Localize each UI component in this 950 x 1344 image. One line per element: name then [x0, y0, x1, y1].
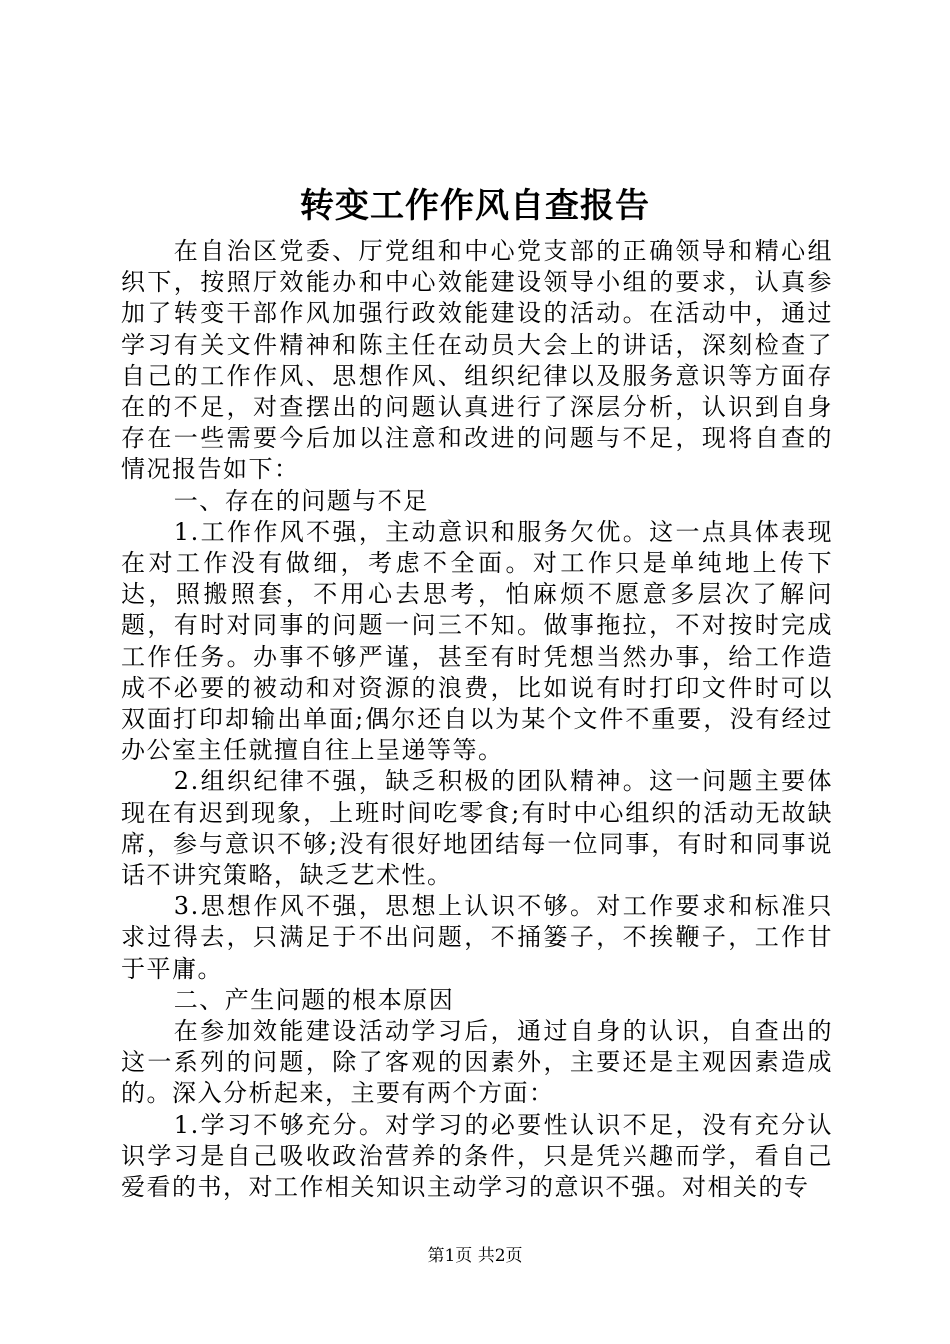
document-title: 转变工作作风自查报告: [300, 186, 650, 226]
section-heading-problems: 一、存在的问题与不足: [173, 486, 429, 515]
paragraph-intro: 在自治区党委、厅党组和中心党支部的正确领导和精心组织下，按照厅效能办和中心效能建设领导小组的要求，认真参加了转变干部作风加强行政效能建设的活动。在活动中，通过学习有关文件精神和陈主任在动员大会上的讲话，深刻检查了自己的工作作风、思想作风、组织纪律以及服务意识等方面存在的不足，对查摆出的问题认真进行了深层分析，认识到自身存在一些需要今后加以注意和改进的问题与不足，现将自查的情况报告如下：: [121, 237, 833, 484]
paragraph-causes-intro: 在参加效能建设活动学习后，通过自身的认识，自查出的这一系列的问题，除了客观的因素外，主要还是主观因素造成的。深入分析起来，主要有两个方面：: [121, 1017, 833, 1108]
paragraph-problem-3: 3.思想作风不强，思想上认识不够。对工作要求和标准只求过得去，只满足于不出问题，不捅篓子，不挨鞭子，工作甘于平庸。: [121, 892, 833, 983]
document-body: [121, 236, 833, 1203]
page-footer: 第1页 共2页: [427, 1246, 523, 1266]
paragraph-cause-1: 1.学习不够充分。对学习的必要性认识不足，没有充分认识学习是自己吸收政治营养的条件，只是凭兴趣而学，看自己爱看的书，对工作相关知识主动学习的意识不强。对相关的专: [121, 1110, 833, 1202]
paragraph-problem-1: 1.工作作风不强，主动意识和服务欠优。这一点具体表现在对工作没有做细，考虑不全面。对工作只是单纯地上传下达，照搬照套，不用心去思考，怕麻烦不愿意多层次了解问题，有时对同事的问题一问三不知。做事拖拉，不对按时完成工作任务。办事不够严谨，甚至有时凭想当然办事，给工作造成不必要的被动和对资源的浪费，比如说有时打印文件时可以双面打印却输出单面;偶尔还自以为某个文件不重要，没有经过办公室主任就擅自往上呈递等等。: [121, 517, 833, 765]
section-heading-causes: 二、产生问题的根本原因: [173, 985, 455, 1014]
paragraph-problem-2: 2.组织纪律不强，缺乏积极的团队精神。这一问题主要体现在有迟到现象，上班时间吃零食;有时中心组织的活动无故缺席，参与意识不够;没有很好地团结每一位同事，有时和同事说话不讲究策略，缺乏艺术性。: [121, 767, 833, 890]
